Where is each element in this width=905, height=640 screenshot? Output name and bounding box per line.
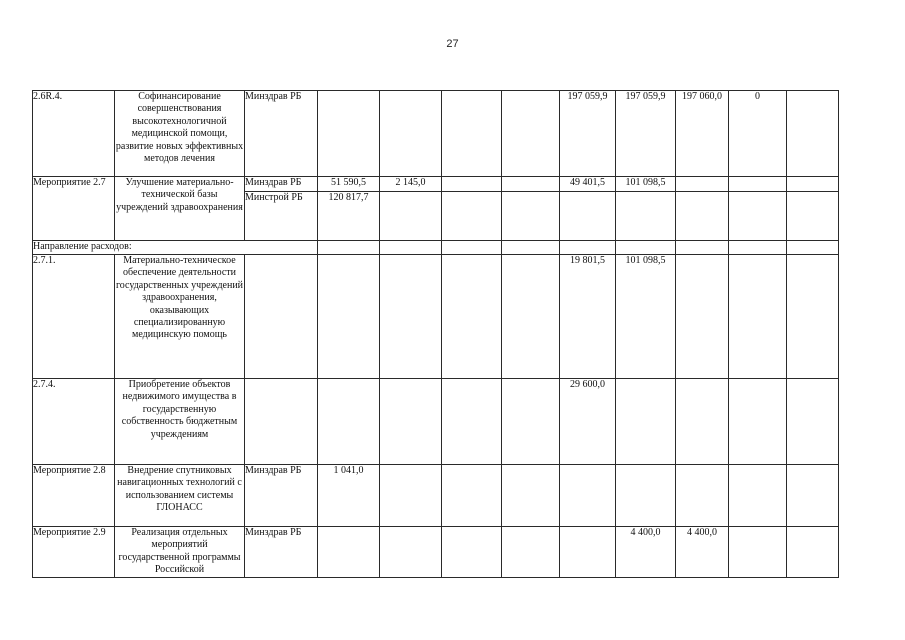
cell-2021	[442, 527, 502, 578]
cell-2024: 29 600,0	[560, 379, 616, 465]
row-code: 2.7.4.	[33, 379, 115, 465]
cell-extra	[787, 527, 839, 578]
cell-extra	[787, 379, 839, 465]
cell-2019	[318, 379, 380, 465]
cell-2026	[676, 465, 729, 527]
table-row-2-7-1	[33, 255, 839, 379]
cell-2020	[380, 255, 442, 379]
cell-extra	[787, 465, 839, 527]
cell-2019	[318, 255, 380, 379]
cell-2022	[502, 465, 560, 527]
table-row-direction	[33, 241, 839, 255]
cell-2019	[318, 527, 380, 578]
cell-2026: 197 060,0	[676, 91, 729, 177]
row-executor	[245, 379, 318, 465]
cell-2019: 51 590,5	[318, 177, 380, 192]
cell-2019: 1 041,0	[318, 465, 380, 527]
cell-2027	[729, 527, 787, 578]
cell-2027	[729, 177, 787, 192]
cell-2021	[442, 91, 502, 177]
table-row-2-6r4	[33, 91, 839, 177]
cell-2026: 4 400,0	[676, 527, 729, 578]
cell-2025	[616, 192, 676, 241]
cell-2022	[502, 177, 560, 192]
cell-extra	[787, 241, 839, 255]
cell-2021	[442, 192, 502, 241]
cell-2020	[380, 192, 442, 241]
cell-2020	[380, 527, 442, 578]
cell-2019: 120 817,7	[318, 192, 380, 241]
cell-2027: 0	[729, 91, 787, 177]
cell-extra	[787, 177, 839, 192]
cell-2024: 49 401,5	[560, 177, 616, 192]
row-name: Внедрение спутниковых навигационных технологий с использованием системы ГЛОНАСС	[115, 465, 245, 527]
cell-2025: 197 059,9	[616, 91, 676, 177]
row-name: Улучшение материально-технической базы учреждений здравоохранения	[115, 177, 245, 241]
row-code: 2.6R.4.	[33, 91, 115, 177]
cell-2022	[502, 91, 560, 177]
cell-2020: 2 145,0	[380, 177, 442, 192]
cell-2022	[502, 379, 560, 465]
table-row-m2-8	[33, 465, 839, 527]
cell-2027	[729, 379, 787, 465]
row-name: Приобретение объектов недвижимого имущества в государственную собственность бюджетным учреждениям	[115, 379, 245, 465]
cell-extra	[787, 91, 839, 177]
cell-2021	[442, 241, 502, 255]
cell-2026	[676, 192, 729, 241]
row-executor: Минздрав РБ	[245, 177, 318, 192]
cell-2027	[729, 192, 787, 241]
cell-2022	[502, 255, 560, 379]
cell-2020	[380, 91, 442, 177]
cell-2019	[318, 91, 380, 177]
budget-table	[32, 90, 839, 578]
row-executor	[245, 255, 318, 379]
row-code: Мероприятие 2.7	[33, 177, 115, 241]
cell-2024: 197 059,9	[560, 91, 616, 177]
cell-2025: 4 400,0	[616, 527, 676, 578]
cell-2019	[318, 241, 380, 255]
cell-2026	[676, 379, 729, 465]
cell-2020	[380, 379, 442, 465]
cell-2025	[616, 465, 676, 527]
cell-2024	[560, 465, 616, 527]
cell-2026	[676, 241, 729, 255]
cell-2022	[502, 527, 560, 578]
cell-2022	[502, 241, 560, 255]
cell-extra	[787, 255, 839, 379]
row-executor: Минздрав РБ	[245, 91, 318, 177]
cell-2027	[729, 465, 787, 527]
row-name: Материально-техническое обеспечение деятельности государственных учреждений здравоохранения, оказывающих специализированную медицинскую помощь	[115, 255, 245, 379]
row-name: Софинансирование совершенствования высокотехнологичной медицинской помощи, развитие новых эффективных методов лечения	[115, 91, 245, 177]
row-code: Мероприятие 2.9	[33, 527, 115, 578]
row-name: Реализация отдельных мероприятий государственной программы Российской	[115, 527, 245, 578]
page-number: 27	[446, 38, 459, 50]
cell-2024: 19 801,5	[560, 255, 616, 379]
cell-2025	[616, 241, 676, 255]
direction-label: Направление расходов:	[33, 241, 318, 255]
cell-2025: 101 098,5	[616, 177, 676, 192]
table-row-m2-7-a	[33, 177, 839, 192]
row-executor: Минздрав РБ	[245, 527, 318, 578]
cell-2024	[560, 241, 616, 255]
cell-2026	[676, 255, 729, 379]
cell-2025: 101 098,5	[616, 255, 676, 379]
cell-2025	[616, 379, 676, 465]
cell-2021	[442, 255, 502, 379]
table-row-m2-9	[33, 527, 839, 578]
cell-extra	[787, 192, 839, 241]
cell-2024	[560, 192, 616, 241]
row-executor: Минздрав РБ	[245, 465, 318, 527]
row-executor: Минстрой РБ	[245, 192, 318, 241]
cell-2020	[380, 241, 442, 255]
cell-2027	[729, 255, 787, 379]
cell-2020	[380, 465, 442, 527]
table-row-2-7-4	[33, 379, 839, 465]
cell-2021	[442, 465, 502, 527]
row-code: Мероприятие 2.8	[33, 465, 115, 527]
cell-2026	[676, 177, 729, 192]
row-code: 2.7.1.	[33, 255, 115, 379]
cell-2024	[560, 527, 616, 578]
cell-2022	[502, 192, 560, 241]
cell-2021	[442, 379, 502, 465]
cell-2027	[729, 241, 787, 255]
cell-2021	[442, 177, 502, 192]
